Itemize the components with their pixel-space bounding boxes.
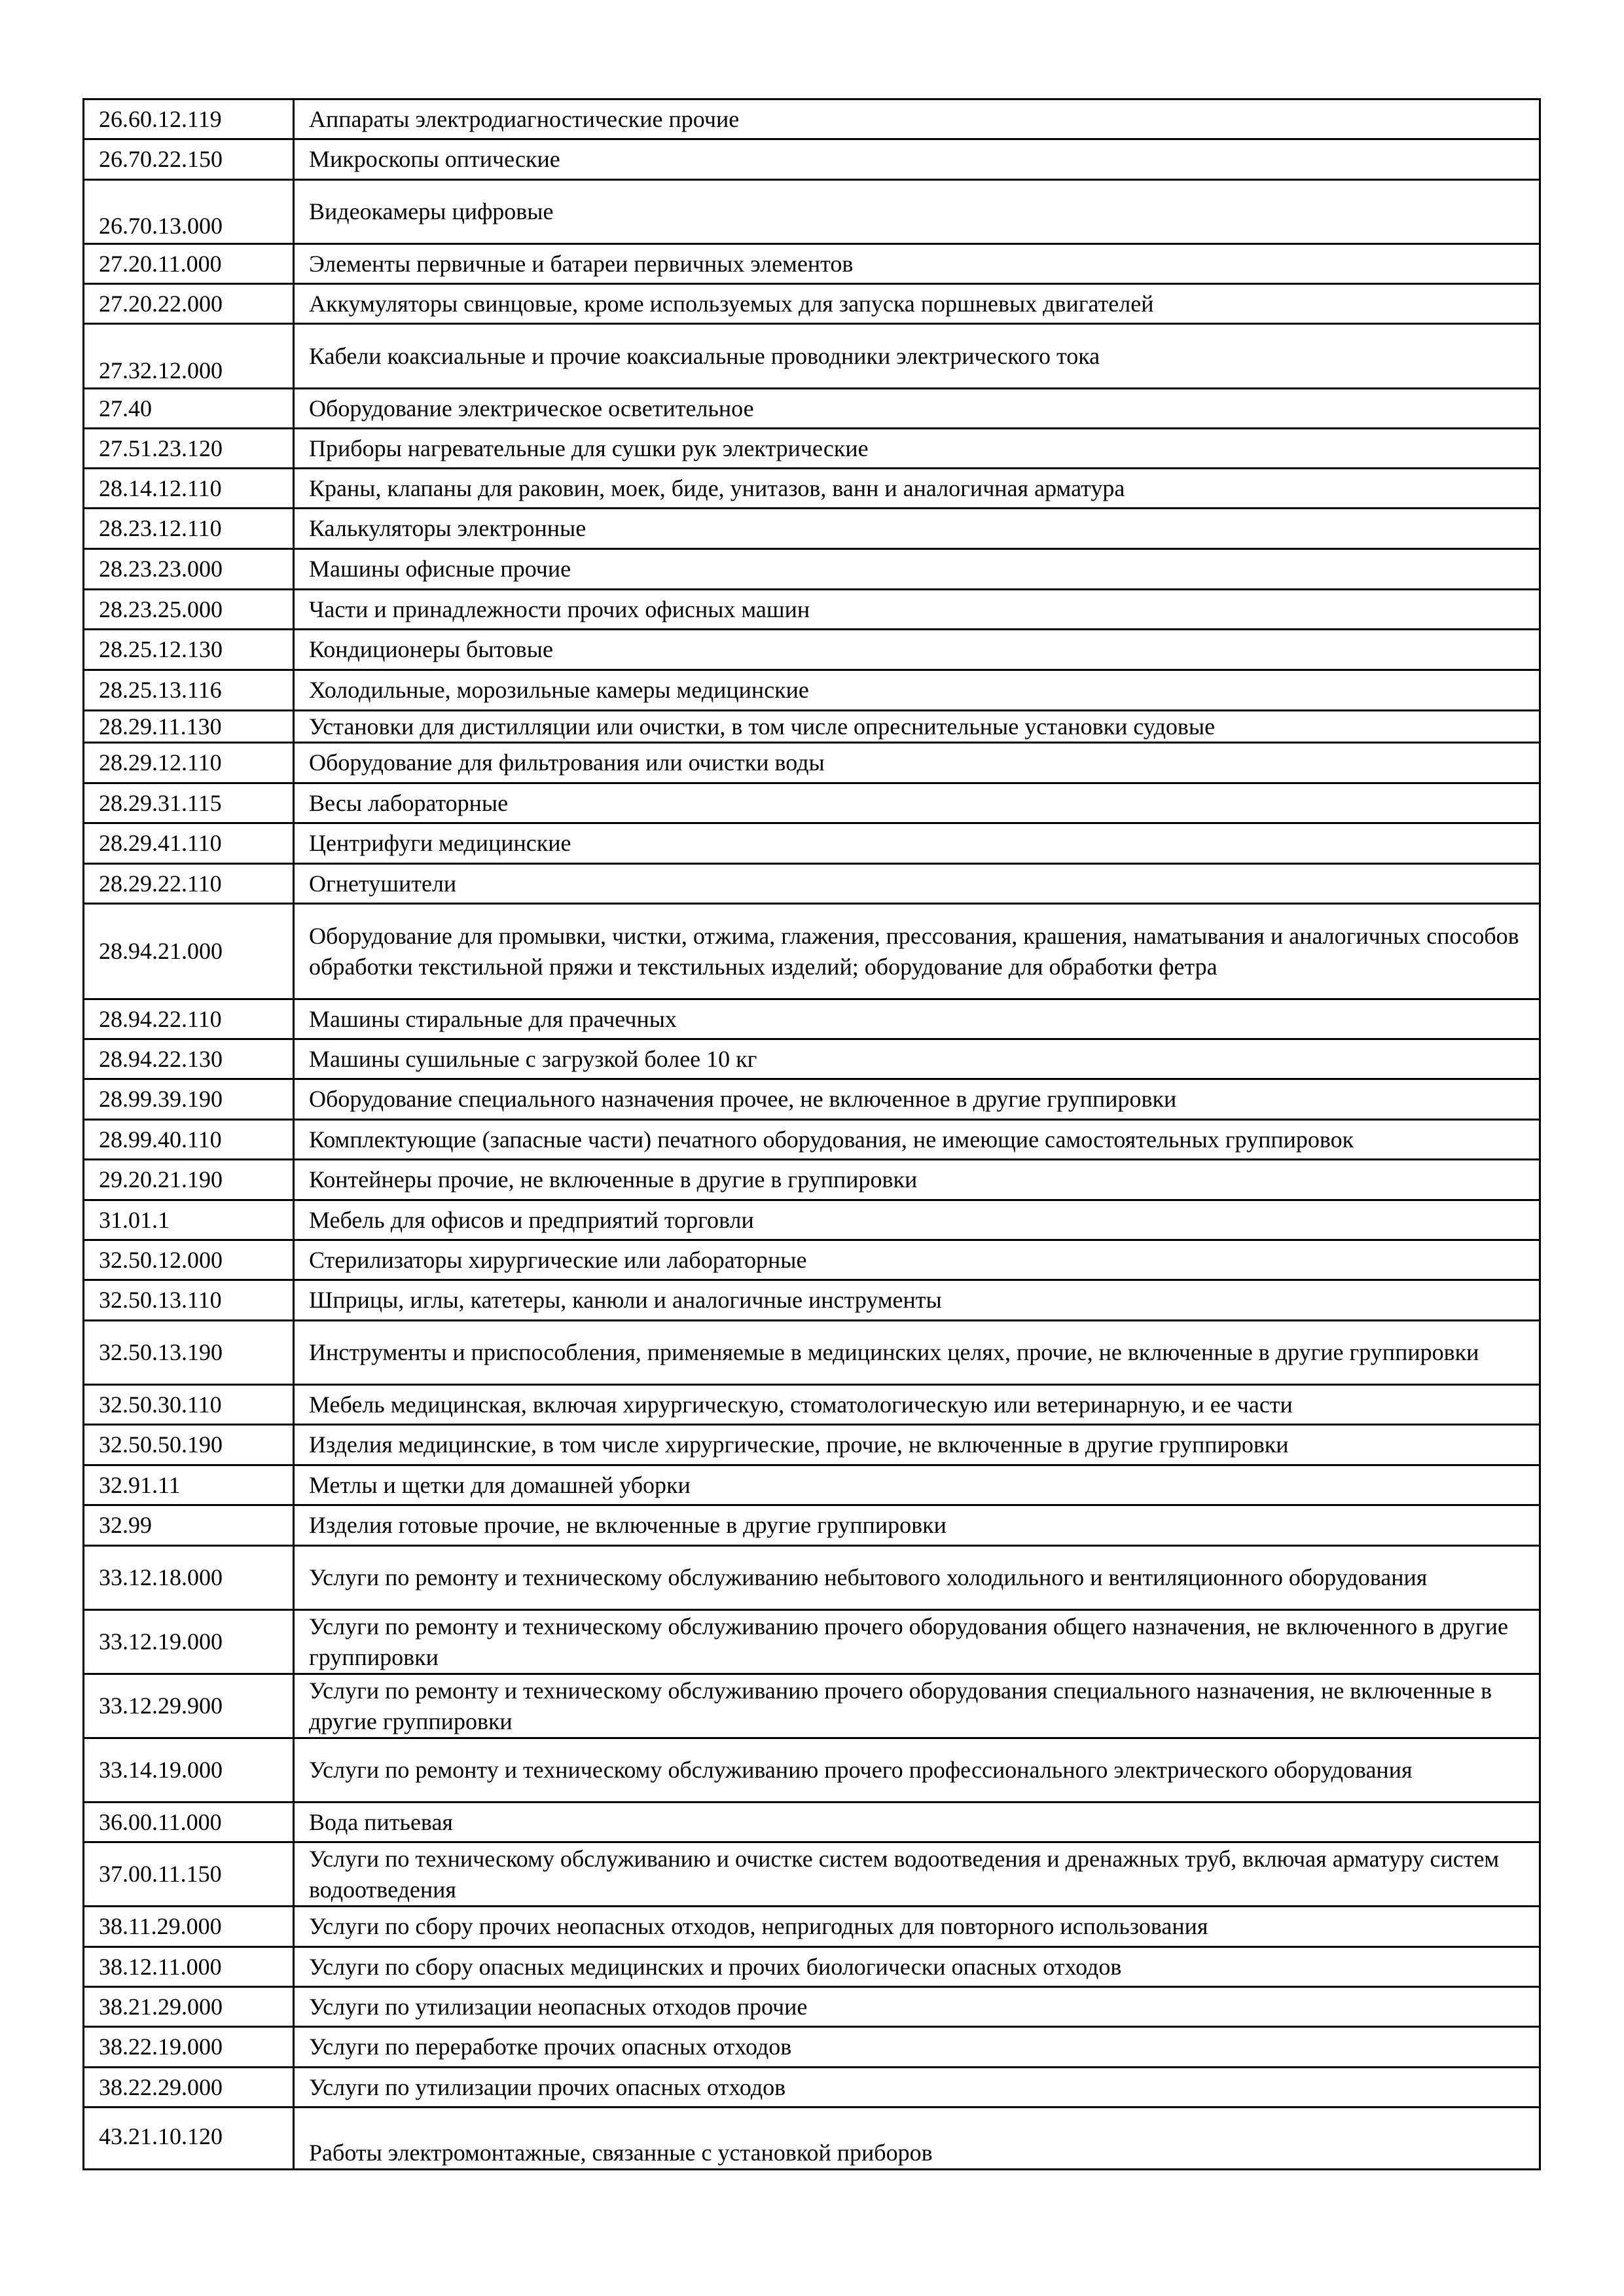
description-cell	[295, 389, 1539, 427]
description-cell	[295, 865, 1539, 903]
code-cell	[84, 1907, 295, 1946]
code-cell	[84, 784, 295, 822]
code-cell	[84, 865, 295, 903]
item-description: Услуги по переработке прочих опасных отходов	[309, 2034, 792, 2060]
item-description: Услуги по техническому обслуживанию и очистке систем водоотведения и дренажных труб, включая арматуру систем водоотведения	[309, 1845, 1500, 1903]
okpd-codes-table	[82, 98, 1541, 2170]
okpd-code: 28.94.22.110	[99, 1005, 222, 1032]
code-cell	[84, 469, 295, 507]
description-cell	[295, 550, 1539, 588]
okpd-code: 32.50.13.190	[99, 1339, 223, 1365]
okpd-code: 28.14.12.110	[99, 475, 222, 501]
table-row	[84, 1986, 1539, 2026]
okpd-code: 36.00.11.000	[99, 1808, 222, 1835]
code-cell	[84, 1466, 295, 1504]
item-description: Вода питьевая	[309, 1808, 453, 1835]
okpd-code: 33.12.29.900	[99, 1693, 223, 1719]
table-row	[84, 1239, 1539, 1279]
item-description: Мебель медицинская, включая хирургическую, стоматологическую или ветеринарную, и ее части	[309, 1391, 1293, 1418]
table-row	[84, 709, 1539, 742]
table-row	[84, 742, 1539, 782]
description-cell	[295, 1386, 1539, 1424]
item-description: Стерилизаторы хирургические или лабораторные	[309, 1246, 807, 1273]
table-row	[84, 507, 1539, 548]
table-row	[84, 2106, 1539, 2168]
table-row	[84, 1609, 1539, 1673]
table-row	[84, 1905, 1539, 1946]
code-cell	[84, 1547, 295, 1609]
item-description: Оборудование для промывки, чистки, отжима, глажения, прессования, крашения, наматывания и аналогичных способов обработки текстильной пряжи и текстильных изделий; оборудование для обработки фетра	[309, 922, 1519, 980]
code-cell	[84, 671, 295, 709]
item-description: Комплектующие (запасные части) печатного оборудования, не имеющие самостоятельных группировок	[309, 1126, 1354, 1153]
code-cell	[84, 1386, 295, 1424]
table-row	[84, 138, 1539, 179]
code-cell	[84, 1121, 295, 1158]
description-cell	[295, 2028, 1539, 2066]
description-cell	[295, 2068, 1539, 2106]
code-cell	[84, 509, 295, 548]
code-cell	[84, 1739, 295, 1801]
description-cell	[295, 285, 1539, 323]
description-cell	[295, 905, 1539, 998]
code-cell	[84, 744, 295, 782]
table-row	[84, 2066, 1539, 2106]
okpd-code: 43.21.10.120	[99, 2123, 223, 2149]
item-description: Услуги по утилизации неопасных отходов прочие	[309, 1993, 808, 2020]
description-cell	[295, 100, 1539, 138]
table-row	[84, 1504, 1539, 1545]
item-description: Изделия готовые прочие, не включенные в другие группировки	[309, 1512, 947, 1538]
description-cell	[295, 509, 1539, 548]
table-row	[84, 323, 1539, 387]
table-row	[84, 243, 1539, 283]
description-cell	[295, 671, 1539, 709]
okpd-code: 28.29.12.110	[99, 749, 222, 776]
table-row	[84, 1424, 1539, 1464]
code-cell	[84, 1948, 295, 1986]
table-row	[84, 782, 1539, 822]
description-cell	[295, 469, 1539, 507]
code-cell	[84, 824, 295, 863]
item-description: Кабели коаксиальные и прочие коаксиальные проводники электрического тока	[309, 342, 1100, 369]
table-row	[84, 1038, 1539, 1078]
code-cell	[84, 285, 295, 323]
okpd-code: 33.14.19.000	[99, 1757, 223, 1783]
code-cell	[84, 1000, 295, 1038]
description-cell	[295, 1040, 1539, 1078]
okpd-code: 28.25.13.116	[99, 677, 222, 703]
table-row	[84, 1199, 1539, 1239]
table-row	[84, 1119, 1539, 1158]
table-row	[84, 863, 1539, 903]
item-description: Контейнеры прочие, не включенные в другие в группировки	[309, 1166, 918, 1193]
description-cell	[295, 1426, 1539, 1464]
code-cell	[84, 140, 295, 179]
item-description: Услуги по ремонту и техническому обслуживанию прочего оборудования специального назначения, не включенные в другие группировки	[309, 1677, 1492, 1734]
description-cell	[295, 140, 1539, 179]
description-cell	[295, 1803, 1539, 1841]
okpd-code: 28.29.22.110	[99, 870, 222, 897]
description-cell	[295, 1506, 1539, 1545]
code-cell	[84, 905, 295, 998]
description-cell	[295, 1281, 1539, 1319]
okpd-code: 28.94.22.130	[99, 1045, 223, 1072]
okpd-code: 26.70.22.150	[99, 146, 223, 172]
item-description: Изделия медицинские, в том числе хирургические, прочие, не включенные в другие группировки	[309, 1431, 1289, 1458]
okpd-code: 28.99.40.110	[99, 1126, 222, 1153]
code-cell	[84, 1843, 295, 1905]
table-row	[84, 1464, 1539, 1504]
code-cell	[84, 1241, 295, 1279]
table-row	[84, 1545, 1539, 1609]
table-row	[84, 1158, 1539, 1199]
item-description: Услуги по ремонту и техническому обслуживанию прочего оборудования общего назначения, не включенного в другие группировки	[309, 1613, 1508, 1670]
code-cell	[84, 1201, 295, 1239]
item-description: Краны, клапаны для раковин, моек, биде, унитазов, ванн и аналогичная арматура	[309, 475, 1125, 501]
item-description: Оборудование электрическое осветительное	[309, 395, 754, 422]
code-cell	[84, 181, 295, 243]
item-description: Оборудование специального назначения прочее, не включенное в другие группировки	[309, 1086, 1177, 1112]
okpd-code: 38.12.11.000	[99, 1953, 222, 1980]
code-cell	[84, 245, 295, 283]
table-row	[84, 1319, 1539, 1384]
item-description: Видеокамеры цифровые	[309, 198, 554, 224]
table-row	[84, 998, 1539, 1038]
table-row	[84, 467, 1539, 507]
description-cell	[295, 1321, 1539, 1384]
item-description: Аккумуляторы свинцовые, кроме используемых для запуска поршневых двигателей	[309, 290, 1154, 317]
item-description: Аппараты электродиагностические прочие	[309, 105, 740, 132]
okpd-code: 32.50.50.190	[99, 1431, 223, 1458]
description-cell	[295, 711, 1539, 742]
table-row	[84, 387, 1539, 427]
item-description: Услуги по сбору опасных медицинских и прочих биологически опасных отходов	[309, 1953, 1122, 1980]
okpd-code: 26.60.12.119	[99, 105, 222, 132]
code-cell	[84, 1426, 295, 1464]
table-row	[84, 1946, 1539, 1986]
item-description: Весы лабораторные	[309, 789, 509, 816]
code-cell	[84, 1675, 295, 1737]
description-cell	[295, 1241, 1539, 1279]
table-row	[84, 548, 1539, 588]
description-cell	[295, 1466, 1539, 1504]
item-description: Услуги по сбору прочих неопасных отходов, непригодных для повторного использования	[309, 1913, 1208, 1939]
okpd-code: 28.23.25.000	[99, 596, 223, 622]
description-cell	[295, 1121, 1539, 1158]
okpd-code: 32.50.12.000	[99, 1246, 223, 1273]
okpd-code: 33.12.18.000	[99, 1564, 223, 1590]
description-cell	[295, 1843, 1539, 1905]
description-cell	[295, 1160, 1539, 1199]
code-cell	[84, 2108, 295, 2168]
table-row	[84, 1737, 1539, 1801]
okpd-code: 27.20.22.000	[99, 290, 223, 317]
item-description: Установки для дистилляции или очистки, в том числе опреснительные установки судовые	[309, 713, 1216, 740]
code-cell	[84, 2068, 295, 2106]
item-description: Холодильные, морозильные камеры медицинские	[309, 677, 809, 703]
description-cell	[295, 590, 1539, 628]
okpd-code: 37.00.11.150	[99, 1861, 222, 1887]
description-cell	[295, 1739, 1539, 1801]
description-cell	[295, 245, 1539, 283]
table-row	[84, 1078, 1539, 1119]
table-row	[84, 2026, 1539, 2066]
table-row	[84, 1841, 1539, 1905]
description-cell	[295, 1675, 1539, 1737]
okpd-code: 28.23.12.110	[99, 515, 222, 541]
code-cell	[84, 1080, 295, 1119]
okpd-code: 27.20.11.000	[99, 250, 222, 277]
okpd-code: 38.22.29.000	[99, 2073, 223, 2100]
table-row	[84, 1801, 1539, 1841]
description-cell	[295, 630, 1539, 669]
description-cell	[295, 1948, 1539, 1986]
okpd-code: 32.91.11	[99, 1471, 181, 1498]
item-description: Инструменты и приспособления, применяемые в медицинских целях, прочие, не включенные в другие группировки	[309, 1339, 1479, 1365]
item-description: Оборудование для фильтрования или очистки воды	[309, 749, 825, 776]
code-cell	[84, 590, 295, 628]
item-description: Машины сушильные с загрузкой более 10 кг	[309, 1045, 757, 1072]
okpd-code: 32.50.13.110	[99, 1287, 222, 1313]
description-cell	[295, 325, 1539, 387]
table-row	[84, 427, 1539, 467]
okpd-code: 38.22.19.000	[99, 2034, 223, 2060]
description-cell	[295, 2108, 1539, 2168]
okpd-code: 32.50.30.110	[99, 1391, 222, 1418]
item-description: Работы электромонтажные, связанные с установкой приборов	[309, 2140, 933, 2166]
code-cell	[84, 2028, 295, 2066]
code-cell	[84, 100, 295, 138]
description-cell	[295, 429, 1539, 467]
item-description: Центрифуги медицинские	[309, 830, 571, 856]
okpd-code: 28.29.11.130	[99, 713, 222, 740]
table-row	[84, 283, 1539, 323]
okpd-code: 28.99.39.190	[99, 1086, 223, 1112]
okpd-code: 28.29.41.110	[99, 830, 222, 856]
item-description: Услуги по утилизации прочих опасных отходов	[309, 2073, 786, 2100]
table-row	[84, 100, 1539, 138]
okpd-code: 27.51.23.120	[99, 435, 223, 461]
okpd-code: 28.94.21.000	[99, 938, 223, 964]
okpd-code: 38.21.29.000	[99, 1993, 223, 2020]
description-cell	[295, 1907, 1539, 1946]
item-description: Калькуляторы электронные	[309, 515, 586, 541]
okpd-code: 32.99	[99, 1512, 152, 1538]
description-cell	[295, 1988, 1539, 2026]
table-row	[84, 1384, 1539, 1424]
description-cell	[295, 1080, 1539, 1119]
item-description: Услуги по ремонту и техническому обслуживанию прочего профессионального электрического оборудования	[309, 1757, 1413, 1783]
item-description: Элементы первичные и батареи первичных элементов	[309, 250, 854, 277]
item-description: Машины офисные прочие	[309, 556, 571, 582]
okpd-code: 33.12.19.000	[99, 1628, 223, 1655]
code-cell	[84, 1040, 295, 1078]
okpd-code: 38.11.29.000	[99, 1913, 222, 1939]
code-cell	[84, 630, 295, 669]
okpd-code: 27.40	[99, 395, 152, 422]
code-cell	[84, 1611, 295, 1673]
item-description: Микроскопы оптические	[309, 146, 560, 172]
code-cell	[84, 1160, 295, 1199]
table-row	[84, 669, 1539, 709]
table-row	[84, 1279, 1539, 1319]
table-row	[84, 588, 1539, 628]
item-description: Кондиционеры бытовые	[309, 636, 553, 662]
code-cell	[84, 325, 295, 387]
code-cell	[84, 1506, 295, 1545]
okpd-code: 28.25.12.130	[99, 636, 223, 662]
item-description: Приборы нагревательные для сушки рук электрические	[309, 435, 869, 461]
code-cell	[84, 1988, 295, 2026]
description-cell	[295, 784, 1539, 822]
okpd-code: 28.23.23.000	[99, 556, 223, 582]
description-cell	[295, 1201, 1539, 1239]
okpd-code: 28.29.31.115	[99, 789, 222, 816]
item-description: Услуги по ремонту и техническому обслуживанию небытового холодильного и вентиляционного оборудования	[309, 1564, 1428, 1590]
code-cell	[84, 1803, 295, 1841]
table-row	[84, 1673, 1539, 1737]
description-cell	[295, 1547, 1539, 1609]
okpd-code: 31.01.1	[99, 1206, 170, 1233]
table-row	[84, 179, 1539, 243]
okpd-code: 27.32.12.000	[99, 357, 223, 384]
description-cell	[295, 1000, 1539, 1038]
item-description: Шприцы, иглы, катетеры, канюли и аналогичные инструменты	[309, 1287, 942, 1313]
description-cell	[295, 181, 1539, 243]
table-row	[84, 822, 1539, 863]
item-description: Машины стиральные для прачечных	[309, 1005, 677, 1032]
item-description: Мебель для офисов и предприятий торговли	[309, 1206, 754, 1233]
code-cell	[84, 711, 295, 742]
code-cell	[84, 1321, 295, 1384]
code-cell	[84, 550, 295, 588]
code-cell	[84, 389, 295, 427]
item-description: Части и принадлежности прочих офисных машин	[309, 596, 810, 622]
description-cell	[295, 824, 1539, 863]
description-cell	[295, 744, 1539, 782]
code-cell	[84, 429, 295, 467]
table-row	[84, 628, 1539, 669]
code-cell	[84, 1281, 295, 1319]
item-description: Метлы и щетки для домашней уборки	[309, 1471, 691, 1498]
okpd-code: 26.70.13.000	[99, 213, 223, 239]
table-row	[84, 903, 1539, 998]
okpd-code: 29.20.21.190	[99, 1166, 223, 1193]
item-description: Огнетушители	[309, 870, 457, 897]
description-cell	[295, 1611, 1539, 1673]
